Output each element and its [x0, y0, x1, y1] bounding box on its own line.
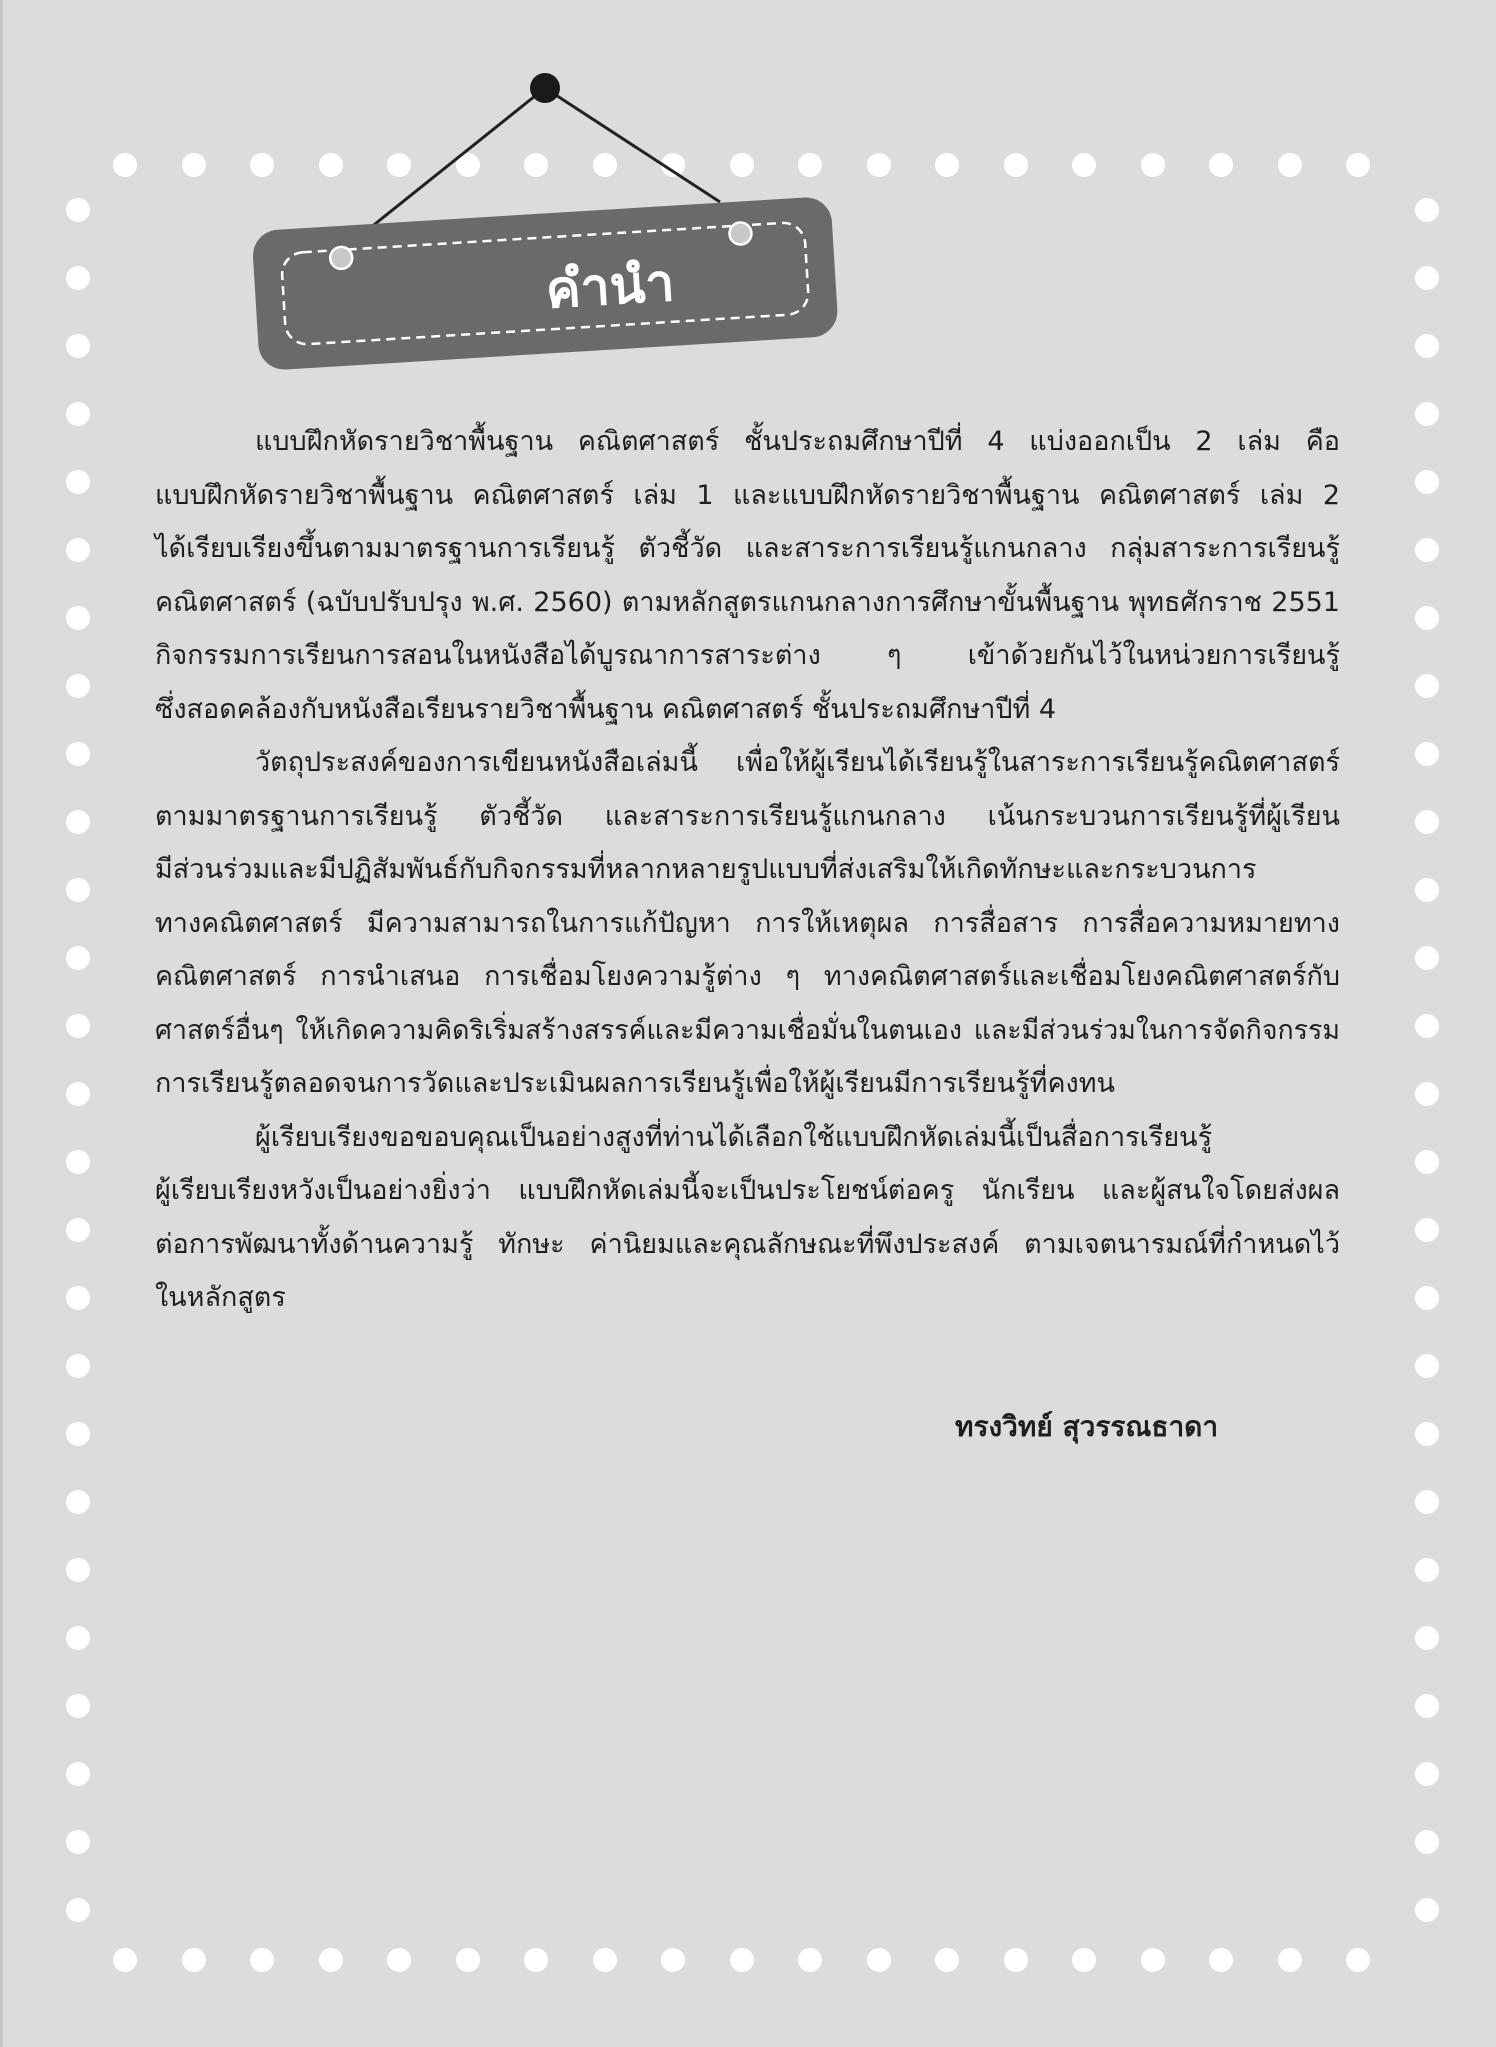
- frame-dot: [1415, 538, 1439, 562]
- paragraph: [155, 415, 1340, 736]
- text-line: ในหลักสูตร: [155, 1282, 286, 1313]
- text-line: ผู้เรียบเรียงขอขอบคุณเป็นอย่างสูงที่ท่านได้เลือกใช้แบบฝึกหัดเล่มนี้เป็นสื่อการเรียนรู้: [255, 1121, 1213, 1153]
- preface-body: [155, 415, 1340, 1325]
- frame-dot: [66, 946, 90, 970]
- frame-dot: [66, 538, 90, 562]
- frame-dot: [1415, 402, 1439, 426]
- frame-dot: [593, 1948, 617, 1972]
- frame-dot: [1415, 1762, 1439, 1786]
- frame-dot: [1415, 1558, 1439, 1582]
- frame-dot: [66, 1354, 90, 1378]
- frame-dot: [1415, 1422, 1439, 1446]
- frame-dot: [66, 1830, 90, 1854]
- frame-dot: [66, 1490, 90, 1514]
- hanging-sign: [0, 0, 1496, 400]
- text-line: ต่อการพัฒนาทั้งด้านความรู้ ทักษะ ค่านิยมและคุณลักษณะที่พึงประสงค์ ตามเจตนารมณ์ที่กำหนดไว้: [155, 1228, 1340, 1260]
- frame-dot: [387, 1948, 411, 1972]
- frame-dot: [1415, 1490, 1439, 1514]
- frame-dot: [250, 1948, 274, 1972]
- text-line: กิจกรรมการเรียนการสอนในหนังสือได้บูรณาการสาระต่าง ๆ เข้าด้วยกันไว้ในหน่วยการเรียนรู้: [155, 640, 1340, 671]
- author-signature: ทรงวิทย์ สุวรรณธาดา: [955, 1410, 1219, 1443]
- text-line: ทางคณิตศาสตร์ มีความสามารถในการแก้ปัญหา การให้เหตุผล การสื่อสาร การสื่อความหมายทาง: [155, 907, 1340, 939]
- frame-dot: [1415, 1082, 1439, 1106]
- frame-dot: [1415, 1014, 1439, 1038]
- frame-dot: [66, 1762, 90, 1786]
- paragraph: [155, 736, 1340, 1111]
- text-line: ตามมาตรฐานการเรียนรู้ ตัวชี้วัด และสาระการเรียนรู้แกนกลาง เน้นกระบวนการเรียนรู้ที่ผู้เรียน: [155, 800, 1340, 832]
- frame-dot: [1415, 1286, 1439, 1310]
- frame-dot: [867, 1948, 891, 1972]
- paragraph: [155, 1111, 1340, 1325]
- frame-dot: [66, 1218, 90, 1242]
- frame-dot: [1415, 1694, 1439, 1718]
- text-line: มีส่วนร่วมและมีปฏิสัมพันธ์กับกิจกรรมที่หลากหลายรูปแบบที่ส่งเสริมให้เกิดทักษะและกระบวนการ: [155, 854, 1257, 885]
- frame-dot: [1415, 674, 1439, 698]
- frame-dot: [1141, 1948, 1165, 1972]
- frame-dot: [66, 742, 90, 766]
- frame-dot: [1415, 1354, 1439, 1378]
- text-line: แบบฝึกหัดรายวิชาพื้นฐาน คณิตศาสตร์ ชั้นประถมศึกษาปีที่ 4 แบ่งออกเป็น 2 เล่ม คือ: [255, 426, 1340, 457]
- frame-dot: [319, 1948, 343, 1972]
- frame-dot: [1415, 470, 1439, 494]
- frame-dot: [66, 1558, 90, 1582]
- page-title: คำนำ: [544, 252, 677, 321]
- frame-dot: [1415, 1150, 1439, 1174]
- frame-dot: [182, 1948, 206, 1972]
- frame-dot: [66, 1626, 90, 1650]
- frame-dot: [1415, 1626, 1439, 1650]
- text-line: การเรียนรู้ตลอดจนการวัดและประเมินผลการเรียนรู้เพื่อให้ผู้เรียนมีการเรียนรู้ที่คงทน: [155, 1068, 1115, 1099]
- text-line: ศาสตร์อื่นๆ ให้เกิดความคิดริเริ่มสร้างสรรค์และมีความเชื่อมั่นในตนเอง และมีส่วนร่วมในการจัดกิจกรรม: [155, 1014, 1340, 1046]
- frame-dot: [66, 402, 90, 426]
- nail-pin: [530, 73, 560, 103]
- frame-dot: [66, 606, 90, 630]
- frame-dot: [1415, 1898, 1439, 1922]
- frame-dot: [66, 1422, 90, 1446]
- frame-dot: [1415, 810, 1439, 834]
- frame-dot: [1209, 1948, 1233, 1972]
- text-line: วัตถุประสงค์ของการเขียนหนังสือเล่มนี้ เพื่อให้ผู้เรียนได้เรียนรู้ในสาระการเรียนรู้คณิตศาสตร์: [255, 747, 1340, 778]
- frame-dot: [1415, 878, 1439, 902]
- frame-dot: [935, 1948, 959, 1972]
- frame-dot: [1415, 1830, 1439, 1854]
- frame-dot: [1415, 946, 1439, 970]
- frame-dot: [661, 1948, 685, 1972]
- text-line: คณิตศาสตร์ (ฉบับปรับปรุง พ.ศ. 2560) ตามหลักสูตรแกนกลางการศึกษาขั้นพื้นฐาน พุทธศักราช 2551: [155, 586, 1340, 618]
- frame-dot: [730, 1948, 754, 1972]
- frame-dot: [1004, 1948, 1028, 1972]
- frame-dot: [456, 1948, 480, 1972]
- frame-dot: [1278, 1948, 1302, 1972]
- frame-dot: [798, 1948, 822, 1972]
- text-line: แบบฝึกหัดรายวิชาพื้นฐาน คณิตศาสตร์ เล่ม 1 และแบบฝึกหัดรายวิชาพื้นฐาน คณิตศาสตร์ เล่ม 2: [155, 479, 1340, 511]
- text-line: ซึ่งสอดคล้องกับหนังสือเรียนรายวิชาพื้นฐาน คณิตศาสตร์ ชั้นประถมศึกษาปีที่ 4: [155, 693, 1057, 725]
- text-line: ได้เรียบเรียงขึ้นตามมาตรฐานการเรียนรู้ ตัวชี้วัด และสาระการเรียนรู้แกนกลาง กลุ่มสาระการเรียนรู้: [155, 533, 1340, 564]
- frame-dot: [66, 878, 90, 902]
- hanger-string-left: [370, 88, 545, 228]
- frame-dot: [66, 1898, 90, 1922]
- frame-dot: [1072, 1948, 1096, 1972]
- frame-dot: [1415, 1218, 1439, 1242]
- frame-dot: [66, 1014, 90, 1038]
- frame-dot: [66, 1150, 90, 1174]
- frame-dot: [113, 1948, 137, 1972]
- frame-dot: [1415, 606, 1439, 630]
- text-line: ผู้เรียบเรียงหวังเป็นอย่างยิ่งว่า แบบฝึกหัดเล่มนี้จะเป็นประโยชน์ต่อครู นักเรียน และผู้สนใจโดยส่งผล: [155, 1175, 1340, 1206]
- frame-dot: [66, 470, 90, 494]
- frame-dot: [524, 1948, 548, 1972]
- text-line: คณิตศาสตร์ การนำเสนอ การเชื่อมโยงความรู้ต่าง ๆ ทางคณิตศาสตร์และเชื่อมโยงคณิตศาสตร์กับ: [155, 961, 1340, 992]
- frame-dot: [66, 1286, 90, 1310]
- frame-dot: [66, 1082, 90, 1106]
- frame-dot: [1346, 1948, 1370, 1972]
- sign-hole-left: [330, 246, 353, 269]
- frame-dot: [66, 674, 90, 698]
- hanger-string-right: [545, 88, 720, 202]
- frame-dot: [66, 1694, 90, 1718]
- frame-dot: [1415, 742, 1439, 766]
- frame-dot: [66, 810, 90, 834]
